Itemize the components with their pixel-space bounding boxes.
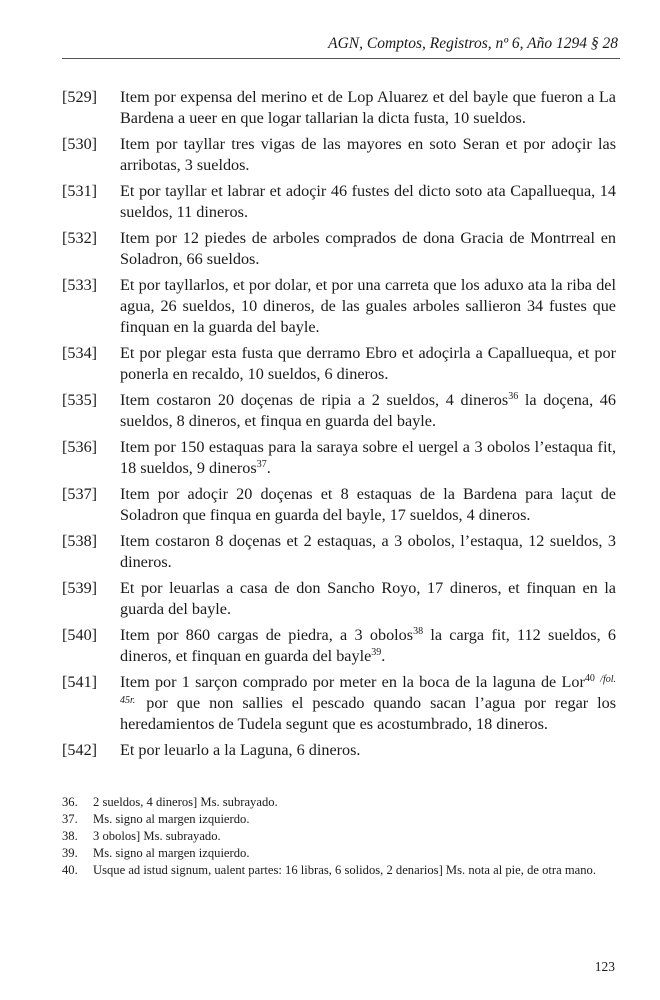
entry-text: Item costaron 20 doçenas de ripia a 2 sueldos, 4 dineros: [120, 391, 509, 409]
footnote-39: [62, 845, 616, 862]
footnote-text: Ms. signo al margen izquierdo.: [93, 812, 250, 826]
entry-535: [62, 390, 616, 432]
footnote-text: 2 sueldos, 4 dineros] Ms. subrayado.: [93, 795, 278, 809]
entry-538: [62, 531, 616, 573]
entry-text: Item costaron 8 doçenas et 2 estaquas, a 3 obolos, l’estaqua, 12 sueldos, 3 dineros.: [120, 532, 616, 571]
footnote-number: 36.: [62, 795, 78, 809]
entry-number: [530]: [62, 135, 98, 153]
entry-text: Item por 150 estaquas para la saraya sobre el uergel a 3 obolos l’estaqua fit, 18 sueldos, 9 dineros: [120, 438, 616, 477]
footnote-ref[interactable]: 40: [584, 673, 595, 684]
entry-number: [536]: [62, 438, 98, 456]
entry-text: Et por leuarlas a casa de don Sancho Royo, 17 dineros, et finquan en la guarda del bayle.: [120, 579, 616, 618]
entry-number: [533]: [62, 276, 98, 294]
entry-text: la carga fit, 112 sueldos, 6 dineros, et finquan en guarda del bayle: [120, 626, 617, 665]
entry-body: [120, 484, 616, 526]
entry-text: Item por 860 cargas de piedra, a 3 obolos: [120, 626, 414, 644]
entry-529: [62, 87, 616, 129]
footnote-ref[interactable]: 37: [256, 459, 267, 470]
entry-number: [537]: [62, 485, 98, 503]
entry-body: [120, 672, 616, 735]
entry-number: [540]: [62, 626, 98, 644]
entry-537: [62, 484, 616, 526]
entry-text: Et por tayllarlos, et por dolar, et por una carreta que los aduxo ata la riba del agua, 26 sueldos, 10 dineros, de las guales arboles sallieron 34 fustes que finquan en la guarda del bayle.: [120, 276, 616, 336]
entry-body: [120, 87, 616, 129]
entry-text: Item por 12 piedes de arboles comprados de dona Gracia de Montrreal en Soladron, 66 sueldos.: [120, 229, 616, 268]
entry-body: [120, 390, 616, 432]
entry-number: [534]: [62, 344, 98, 362]
entry-text: Item por tayllar tres vigas de las mayores en soto Seran et por adoçir las arribotas, 3 sueldos.: [120, 135, 616, 174]
footnote-text: Usque ad istud signum, ualent partes: 16 libras, 6 solidos, 2 denarios] Ms. nota al pie, de otra mano.: [93, 863, 596, 877]
footnote-number: 39.: [62, 846, 78, 860]
header-rule: [62, 58, 620, 59]
entry-text: Item por expensa del merino et de Lop Aluarez et del bayle que fueron a La Bardena a ueer en que logar tallarian la dicta fusta, 10 sueldos.: [120, 88, 616, 127]
running-head: AGN, Comptos, Registros, nº 6, Año 1294 § 28: [328, 35, 618, 52]
folio-marker: /fol. 45r.: [120, 674, 617, 706]
footnote-text: 3 obolos] Ms. subrayado.: [93, 829, 221, 843]
entry-531: [62, 181, 616, 223]
entry-text: Et por plegar esta fusta que derramo Ebro et adoçirla a Capalluequa, et por ponerla en recaldo, 10 sueldos, 6 dineros.: [120, 344, 616, 383]
entry-number: [531]: [62, 182, 98, 200]
entry-number: [529]: [62, 88, 98, 106]
entry-540: [62, 625, 616, 667]
footnote-37: [62, 811, 616, 828]
entry-text: Et por tayllar et labrar et adoçir 46 fustes del dicto soto ata Capalluequa, 14 sueldos, 11 dineros.: [120, 182, 616, 221]
page-number: 123: [594, 959, 615, 974]
entry-number: [535]: [62, 391, 98, 409]
footnote-number: 38.: [62, 829, 78, 843]
entry-text: Item por 1 sarçon comprado por meter en la boca de la laguna de Lor: [120, 673, 585, 691]
entry-533: [62, 275, 616, 338]
entry-number: [538]: [62, 532, 98, 550]
entry-542: [62, 740, 616, 761]
entry-536: [62, 437, 616, 479]
footnote-ref[interactable]: 39: [371, 647, 382, 658]
entry-text: la doçena, 46 sueldos, 8 dineros, et finqua en guarda del bayle.: [120, 391, 616, 430]
entry-number: [542]: [62, 741, 98, 759]
entry-list: [62, 87, 616, 766]
entry-539: [62, 578, 616, 620]
entry-body: [120, 578, 616, 620]
entry-number: [532]: [62, 229, 98, 247]
footnote-36: [62, 794, 616, 811]
entry-body: [120, 343, 616, 385]
entry-541: [62, 672, 616, 735]
footnote-38: [62, 828, 616, 845]
entry-body: [120, 625, 616, 667]
entry-body: [120, 531, 616, 573]
page-spacer: [62, 879, 616, 958]
entry-body: [120, 228, 616, 270]
footnote-ref[interactable]: 38: [413, 626, 424, 637]
entry-534: [62, 343, 616, 385]
entry-532: [62, 228, 616, 270]
entry-text: Et por leuarlo a la Laguna, 6 dineros.: [120, 741, 361, 759]
entry-body: [120, 275, 616, 338]
footnote-text: Ms. signo al margen izquierdo.: [93, 846, 250, 860]
footnote-40: [62, 862, 616, 879]
footnote-number: 37.: [62, 812, 78, 826]
entry-body: [120, 437, 616, 479]
entry-number: [539]: [62, 579, 98, 597]
entry-530: [62, 134, 616, 176]
entry-text: Item por adoçir 20 doçenas et 8 estaquas de la Bardena para laçut de Soladron que finqua en guarda del bayle, 17 sueldos, 4 dineros.: [120, 485, 616, 524]
entry-text: por que non sallies el pescado quando sacan l’agua por regar los heredamientos de Tudela segunt que es acostumbrado, 18 dineros.: [120, 694, 616, 733]
footnote-ref[interactable]: 36: [508, 391, 519, 402]
entry-number: [541]: [62, 673, 98, 691]
entry-body: [120, 181, 616, 223]
footnote-list: [62, 794, 616, 879]
entry-text: .: [381, 647, 386, 665]
entry-text: .: [266, 459, 271, 477]
entry-body: [120, 740, 616, 761]
footnote-number: 40.: [62, 863, 78, 877]
entry-body: [120, 134, 616, 176]
